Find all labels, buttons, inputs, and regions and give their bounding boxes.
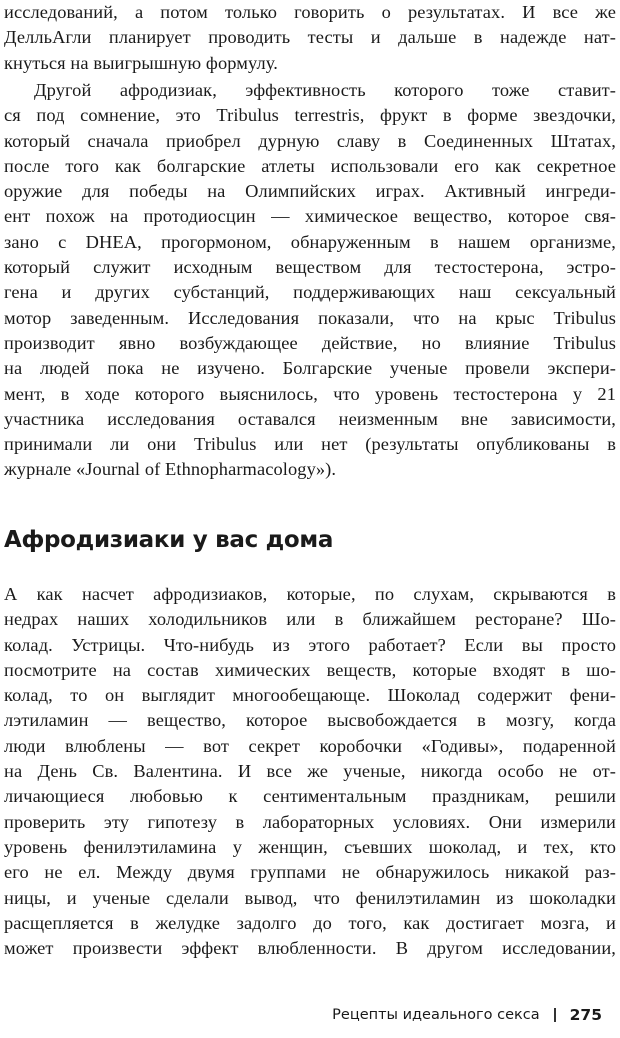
text-line: Другой афродизиак, эффективность которого тоже ставит- <box>34 80 616 100</box>
text-line: колад. Устрицы. Что-нибудь из этого работает? Если вы просто <box>4 634 616 655</box>
text-line: мотор заведенным. Исследования показали, что на крыс Tribulus <box>4 307 616 328</box>
text-line: производит явно возбуждающее действие, но влияние Tribulus <box>4 332 616 353</box>
paragraph-home-aphrodisiacs <box>4 582 616 961</box>
text-line: принимали ли они Tribulus или нет (результаты опубликованы в <box>4 434 616 455</box>
paragraph-continuation <box>4 0 616 76</box>
text-line: оружие для победы на Олимпийских играх. Активный ингреди- <box>4 181 616 202</box>
text-line: колад, то он выглядит многообещающе. Шоколад содержит фени- <box>4 685 616 706</box>
footer-separator <box>554 1008 556 1022</box>
text-line: лэтиламин — вещество, которое высвобождается в мозгу, когда <box>4 710 616 731</box>
text-line: участника исследования оставался неизменным вне зависимости, <box>4 408 616 429</box>
text-line: кнуться на выигрышную формулу. <box>4 52 278 73</box>
text-line: гена и других субстанций, поддерживающих наш сексуальный <box>4 282 616 303</box>
page-number: 275 <box>569 1006 602 1024</box>
text-line: ся под сомнение, это Tribulus terrestris, фрукт в форме звездочки, <box>4 105 616 126</box>
page-footer <box>332 1005 602 1025</box>
text-line: личающиеся любовью к сентиментальным праздникам, решили <box>4 786 616 807</box>
text-line: после того как болгарские атлеты использовали его как секретное <box>4 155 616 176</box>
text-line: журнале «Journal of Ethnopharmacology»). <box>4 459 337 480</box>
text-line: ДелльАгли планирует проводить тесты и дальше в надежде нат- <box>4 27 616 48</box>
text-line: ницы, и ученые сделали вывод, что фенилэтиламин из шоколадки <box>4 887 616 908</box>
text-line: исследований, а потом только говорить о результатах. И все же <box>4 2 616 22</box>
text-line: расщепляется в желудке задолго до того, как достигает мозга, и <box>4 912 616 933</box>
text-line: его не ел. Между двумя группами не обнаружилось никакой раз- <box>4 862 616 883</box>
text-line: проверить эту гипотезу в лабораторных условиях. Они измерили <box>4 811 616 832</box>
running-title: Рецепты идеального секса <box>332 1007 540 1023</box>
text-line: на День Св. Валентина. И все же ученые, никогда особо не от- <box>4 761 616 782</box>
text-line: мент, в ходе которого выяснилось, что уровень тестостерона у 21 <box>4 383 616 404</box>
text-line: недрах наших холодильников или в ближайшем ресторане? Шо- <box>4 609 616 630</box>
text-line: А как насчет афродизиаков, которые, по слухам, скрываются в <box>4 584 616 604</box>
text-line: зано с DHEA, прогормоном, обнаруженным в нашем организме, <box>4 231 616 252</box>
text-line: может произвести эффект влюбленности. В другом исследовании, <box>4 938 616 959</box>
text-line: который служит исходным веществом для тестостерона, эстро- <box>4 257 616 278</box>
text-line: посмотрите на состав химических веществ, которые входят в шо- <box>4 659 616 680</box>
text-line: на людей пока не изучено. Болгарские ученые провели экспери- <box>4 358 616 379</box>
text-line: который сначала приобрел дурную славу в Соединенных Штатах, <box>4 130 616 151</box>
text-line: люди влюблены — вот секрет коробочки «Годивы», подаренной <box>4 735 616 756</box>
section-heading: Афродизиаки у вас дома <box>4 527 334 553</box>
paragraph-tribulus <box>4 78 616 483</box>
text-line: уровень фенилэтиламина у женщин, съевших шоколад, и тех, кто <box>4 836 616 857</box>
text-line: ент похож на протодиосцин — химическое вещество, которое свя- <box>4 206 616 227</box>
